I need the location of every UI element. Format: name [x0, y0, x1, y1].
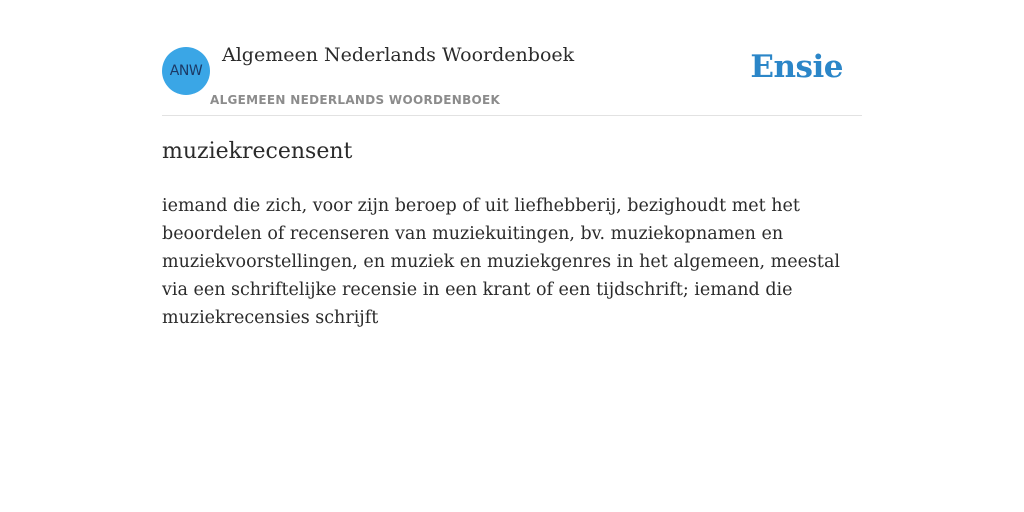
- entry-card: [162, 0, 862, 328]
- source-header: [162, 0, 862, 116]
- headword: muziekrecensent: [162, 139, 353, 164]
- definition-text: iemand die zich, voor zijn beroep of uit liefhebberij, bezighoudt met het beoordelen of recenseren van muziekuitingen, bv. muziekopnamen en muziekvoorstellingen, en muziek en muziekgenres in het algemeen, meestal via een schriftelijke recensie in een krant of een tijdschrift; iemand die muziekrecensies schrijft: [162, 196, 840, 328]
- source-subtitle: ALGEMEEN NEDERLANDS WOORDENBOEK: [210, 93, 501, 107]
- source-title[interactable]: Algemeen Nederlands Woordenboek: [222, 44, 575, 66]
- source-avatar-logo[interactable]: ANW: [162, 47, 210, 95]
- ensie-logo-link[interactable]: Ensie: [750, 49, 843, 85]
